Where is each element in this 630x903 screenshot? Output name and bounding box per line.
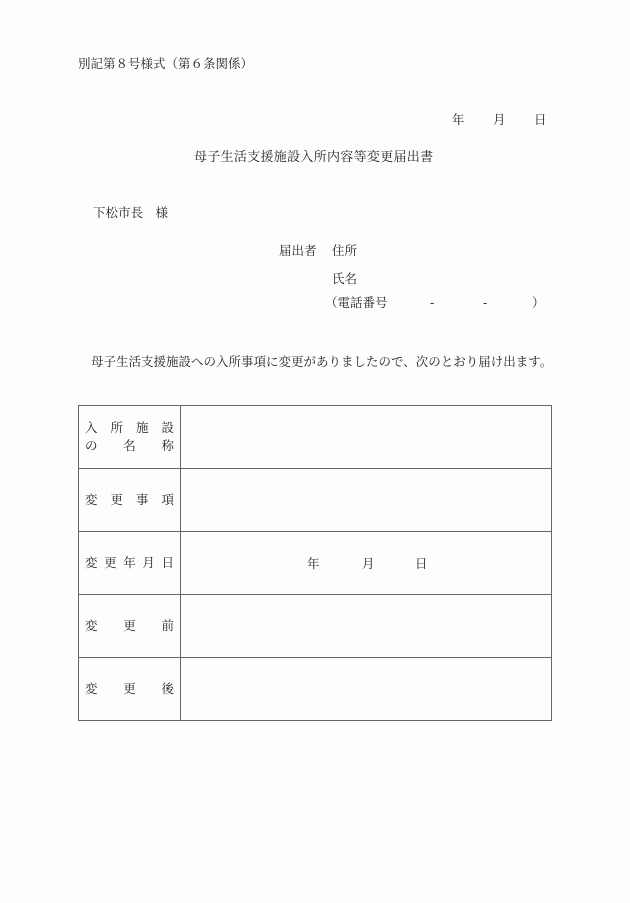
change-date-month: 月 [362, 556, 375, 571]
label-facility-name: 入 所 施 設 の 名 称 [79, 406, 181, 469]
name-label: 氏名 [332, 271, 358, 286]
change-date-year: 年 [307, 556, 320, 571]
addressee: 下松市長 様 [93, 205, 169, 220]
date-month-label: 月 [493, 112, 506, 127]
value-facility-name[interactable] [181, 406, 552, 469]
value-after-change[interactable] [181, 658, 552, 721]
applicant-label: 届出者 [279, 243, 317, 258]
table-row-change-date [79, 532, 552, 595]
date-year-label: 年 [452, 112, 465, 127]
change-details-table [78, 405, 552, 721]
body-text: 母子生活支援施設への入所事項に変更がありましたので、次のとおり届け出ます。 [91, 354, 553, 369]
phone-label: （電話番号 [325, 295, 388, 310]
label-change-date: 変 更 年 月 日 [79, 532, 181, 595]
value-change-date[interactable] [181, 532, 552, 595]
label-before-change: 変 更 前 [79, 595, 181, 658]
phone-close-paren: ） [532, 295, 545, 310]
change-date-day: 日 [415, 556, 428, 571]
table-row-facility-name [79, 406, 552, 469]
table-row-after-change [79, 658, 552, 721]
phone-separator-2: - [483, 295, 488, 310]
document-title: 母子生活支援施設入所内容等変更届出書 [194, 150, 434, 165]
label-change-item: 変 更 事 項 [79, 469, 181, 532]
value-change-item[interactable] [181, 469, 552, 532]
address-label: 住所 [332, 243, 358, 258]
label-after-change: 変 更 後 [79, 658, 181, 721]
value-before-change[interactable] [181, 595, 552, 658]
phone-separator-1: - [430, 295, 435, 310]
table-row-before-change [79, 595, 552, 658]
form-number: 別記第８号様式（第６条関係） [78, 56, 254, 71]
date-day-label: 日 [534, 112, 547, 127]
table-row-change-item [79, 469, 552, 532]
